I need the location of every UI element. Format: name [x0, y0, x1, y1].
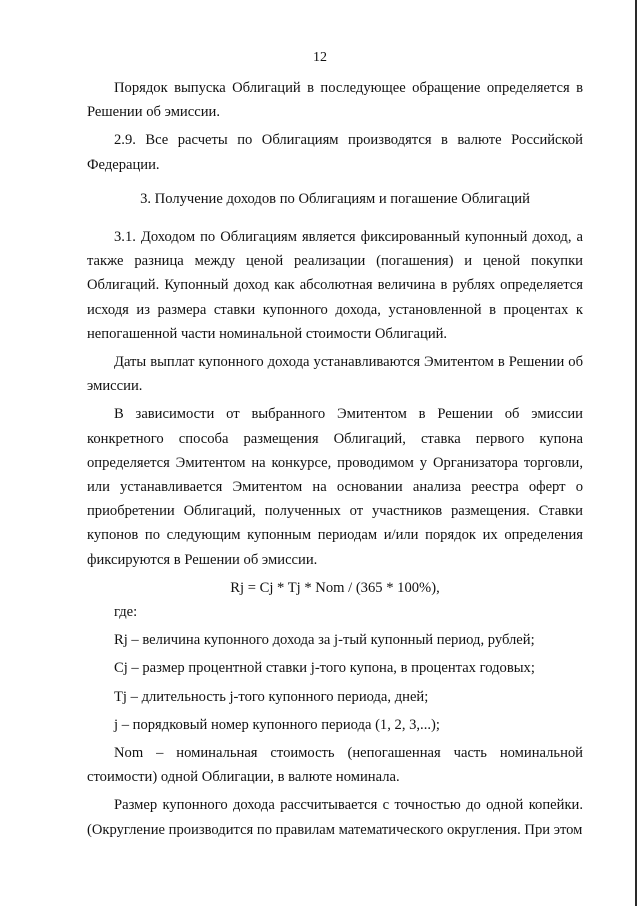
paragraph-settlements: 2.9. Все расчеты по Облигациям производятся в валюте Российской Федерации. [87, 132, 583, 173]
document-body [87, 76, 583, 846]
paragraph-first-coupon-rate: В зависимости от выбранного Эмитентом в Решении об эмиссии конкретного способа размещения Облигаций, ставка первого купона определяется Эмитентом на конкурсе, проводимом у Организатора торговли, или устанавливается Эмитентом на основании анализа реестра оферт о приобретении Облигаций, полученных от участников размещения. Ставки купонов по следующим купонным периодам и/или порядок их определения фиксируются в Решении об эмиссии. [87, 406, 583, 568]
definition-j: j – порядковый номер купонного периода (1, 2, 3,...); [114, 716, 440, 733]
definition-cj: Cj – размер процентной ставки j-того купона, в процентах годовых; [114, 660, 535, 677]
paragraph-income-definition: 3.1. Доходом по Облигациям является фиксированный купонный доход, а также разница между ценой реализации (погашения) и ценой покупки Облигаций. Купонный доход как абсолютная величина в рублях определяется исходя из размера ставки купонного дохода, установленной в процентах к непогашенной части номинальной стоимости Облигаций. [87, 229, 583, 342]
paragraph-payment-dates: Даты выплат купонного дохода устанавливаются Эмитентом в Решении об эмиссии. [87, 354, 583, 395]
paragraph-rounding: Размер купонного дохода рассчитывается с точностью до одной копейки. (Округление производится по правилам математического округления. При этом [87, 797, 583, 838]
page-number: 12 [313, 50, 327, 65]
definition-rj: Rj – величина купонного дохода за j-тый купонный период, рублей; [114, 632, 535, 649]
definition-nom: Nom – номинальная стоимость (непогашенная часть номинальной стоимости) одной Облигации, в валюте номинала. [87, 745, 583, 786]
formula-where-label: где: [114, 604, 138, 621]
coupon-formula: Rj = Cj * Tj * Nom / (365 * 100%), [230, 579, 440, 596]
definition-tj: Tj – длительность j-того купонного периода, дней; [114, 688, 429, 705]
page-edge-line [635, 0, 637, 906]
section-heading: 3. Получение доходов по Облигациям и погашение Облигаций [140, 190, 530, 207]
paragraph-issue-order: Порядок выпуска Облигаций в последующее обращение определяется в Решении об эмиссии. [87, 80, 583, 121]
